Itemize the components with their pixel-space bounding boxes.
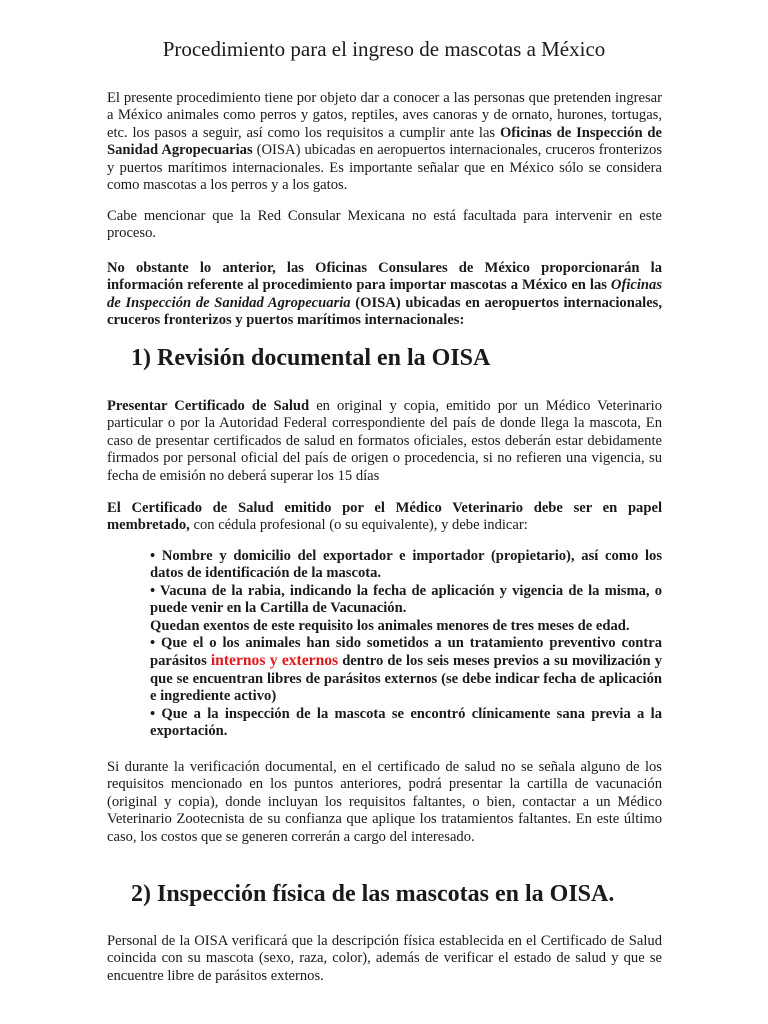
parasite-treatment-text-2: dentro de los seis meses previos a su movilización y que se encuentran libres de parásitos externos (se debe indicar fecha de aplicación e ingrediente activo) [150,653,662,705]
consular-note-paragraph: Cabe mencionar que la Red Consular Mexicana no está facultada para intervenir en este proceso. [107,208,662,242]
list-item-clinically-healthy: • Que a la inspección de la mascota se encontró clínicamente sana previa a la exportación. [150,705,662,740]
list-item-parasite-treatment [150,635,662,706]
oisa-name-italic: Oficinas de Inspección de Sanidad Agropecuaria [107,277,662,311]
list-item-age-exemption: Quedan exentos de este requisito los animales menores de tres meses de edad. [150,617,630,634]
list-item-exporter-data: • Nombre y domicilio del exportador e importador (propietario), así como los datos de identificación de la mascota. [150,548,662,582]
intro-paragraph [107,90,662,194]
intro-text-1: El presente procedimiento tiene por objeto dar a conocer a las personas que pretenden ingresar a México animales como perros y gatos, reptiles, aves canoras y de ornato, hurones, tortugas, etc. los pasos a seguir, así como los requisitos a cumplir ante las [107,90,662,141]
notwithstanding-text-2: (OISA) ubicadas en aeropuertos internacionales, cruceros fronterizos y puertos marítimos internacionales: [107,294,662,329]
notwithstanding-text-1: No obstante lo anterior, las Oficinas Consulares de México proporcionarán la información referente al procedimiento para importar mascotas a México en las [107,260,662,294]
parasite-treatment-text-1: • Que el o los animales han sido sometidos a un tratamiento preventivo contra parásitos [150,635,662,670]
requirements-list [150,548,662,740]
notwithstanding-paragraph [107,260,662,330]
internal-external-highlight: internos y externos [210,652,339,670]
health-certificate-paragraph [107,398,662,485]
list-item-rabies-vaccine: • Vacuna de la rabia, indicando la fecha de aplicación y vigencia de la misma, o puede venir en la Cartilla de Vacunación. [150,582,662,617]
section-2-heading: 2) Inspección física de las mascotas en la OISA. [131,881,615,907]
intro-text-2: (OISA) ubicadas en aeropuertos internacionales, cruceros fronterizos y puertos marítimos internacionales. Es importante señalar que en México sólo se considera como mascotas a los perros y a los gatos. [107,142,662,194]
physical-inspection-paragraph: Personal de la OISA verificará que la descripción física establecida en el Certificado de Salud coincida con su mascota (sexo, raza, color), además de verificar el estado de salud y que se encuentre libre de parásitos externos. [107,933,662,984]
letterhead-requirement-bold: El Certificado de Salud emitido por el Médico Veterinario debe ser en papel membretado, [107,500,662,534]
document-title: Procedimiento para el ingreso de mascotas a México [162,37,606,61]
oisa-name-bold: Oficinas de Inspección de Sanidad Agropecuarias [107,124,662,159]
section-1-heading: 1) Revisión documental en la OISA [131,345,491,371]
documentary-verification-paragraph: Si durante la verificación documental, en el certificado de salud no se señala alguno de los requisitos mencionado en los puntos anteriores, podrá presentar la cartilla de vacunación (original y copia), donde incluyan los requisitos faltantes, o bien, contactar a un Médico Veterinario Zootecnista de su confianza que aplique los tratamientos faltantes. En este último caso, los costos que se generen correrán a cargo del interesado. [107,759,662,845]
health-certificate-bold: Presentar Certificado de Salud [107,398,310,414]
certificate-requirements-paragraph [107,500,662,535]
health-certificate-text: en original y copia, emitido por un Médico Veterinario particular o por la Autoridad Federal correspondiente del país de donde llega la mascota, En caso de presentar certificados de salud en formatos oficiales, estos deberán estar debidamente firmados por personal oficial del país de origen o procedencia, si no refieren una vigencia, su fecha de emisión no deberá superar los 15 días [107,398,662,484]
certificate-requirements-text: con cédula profesional (o su equivalente), y debe indicar: [189,517,528,534]
